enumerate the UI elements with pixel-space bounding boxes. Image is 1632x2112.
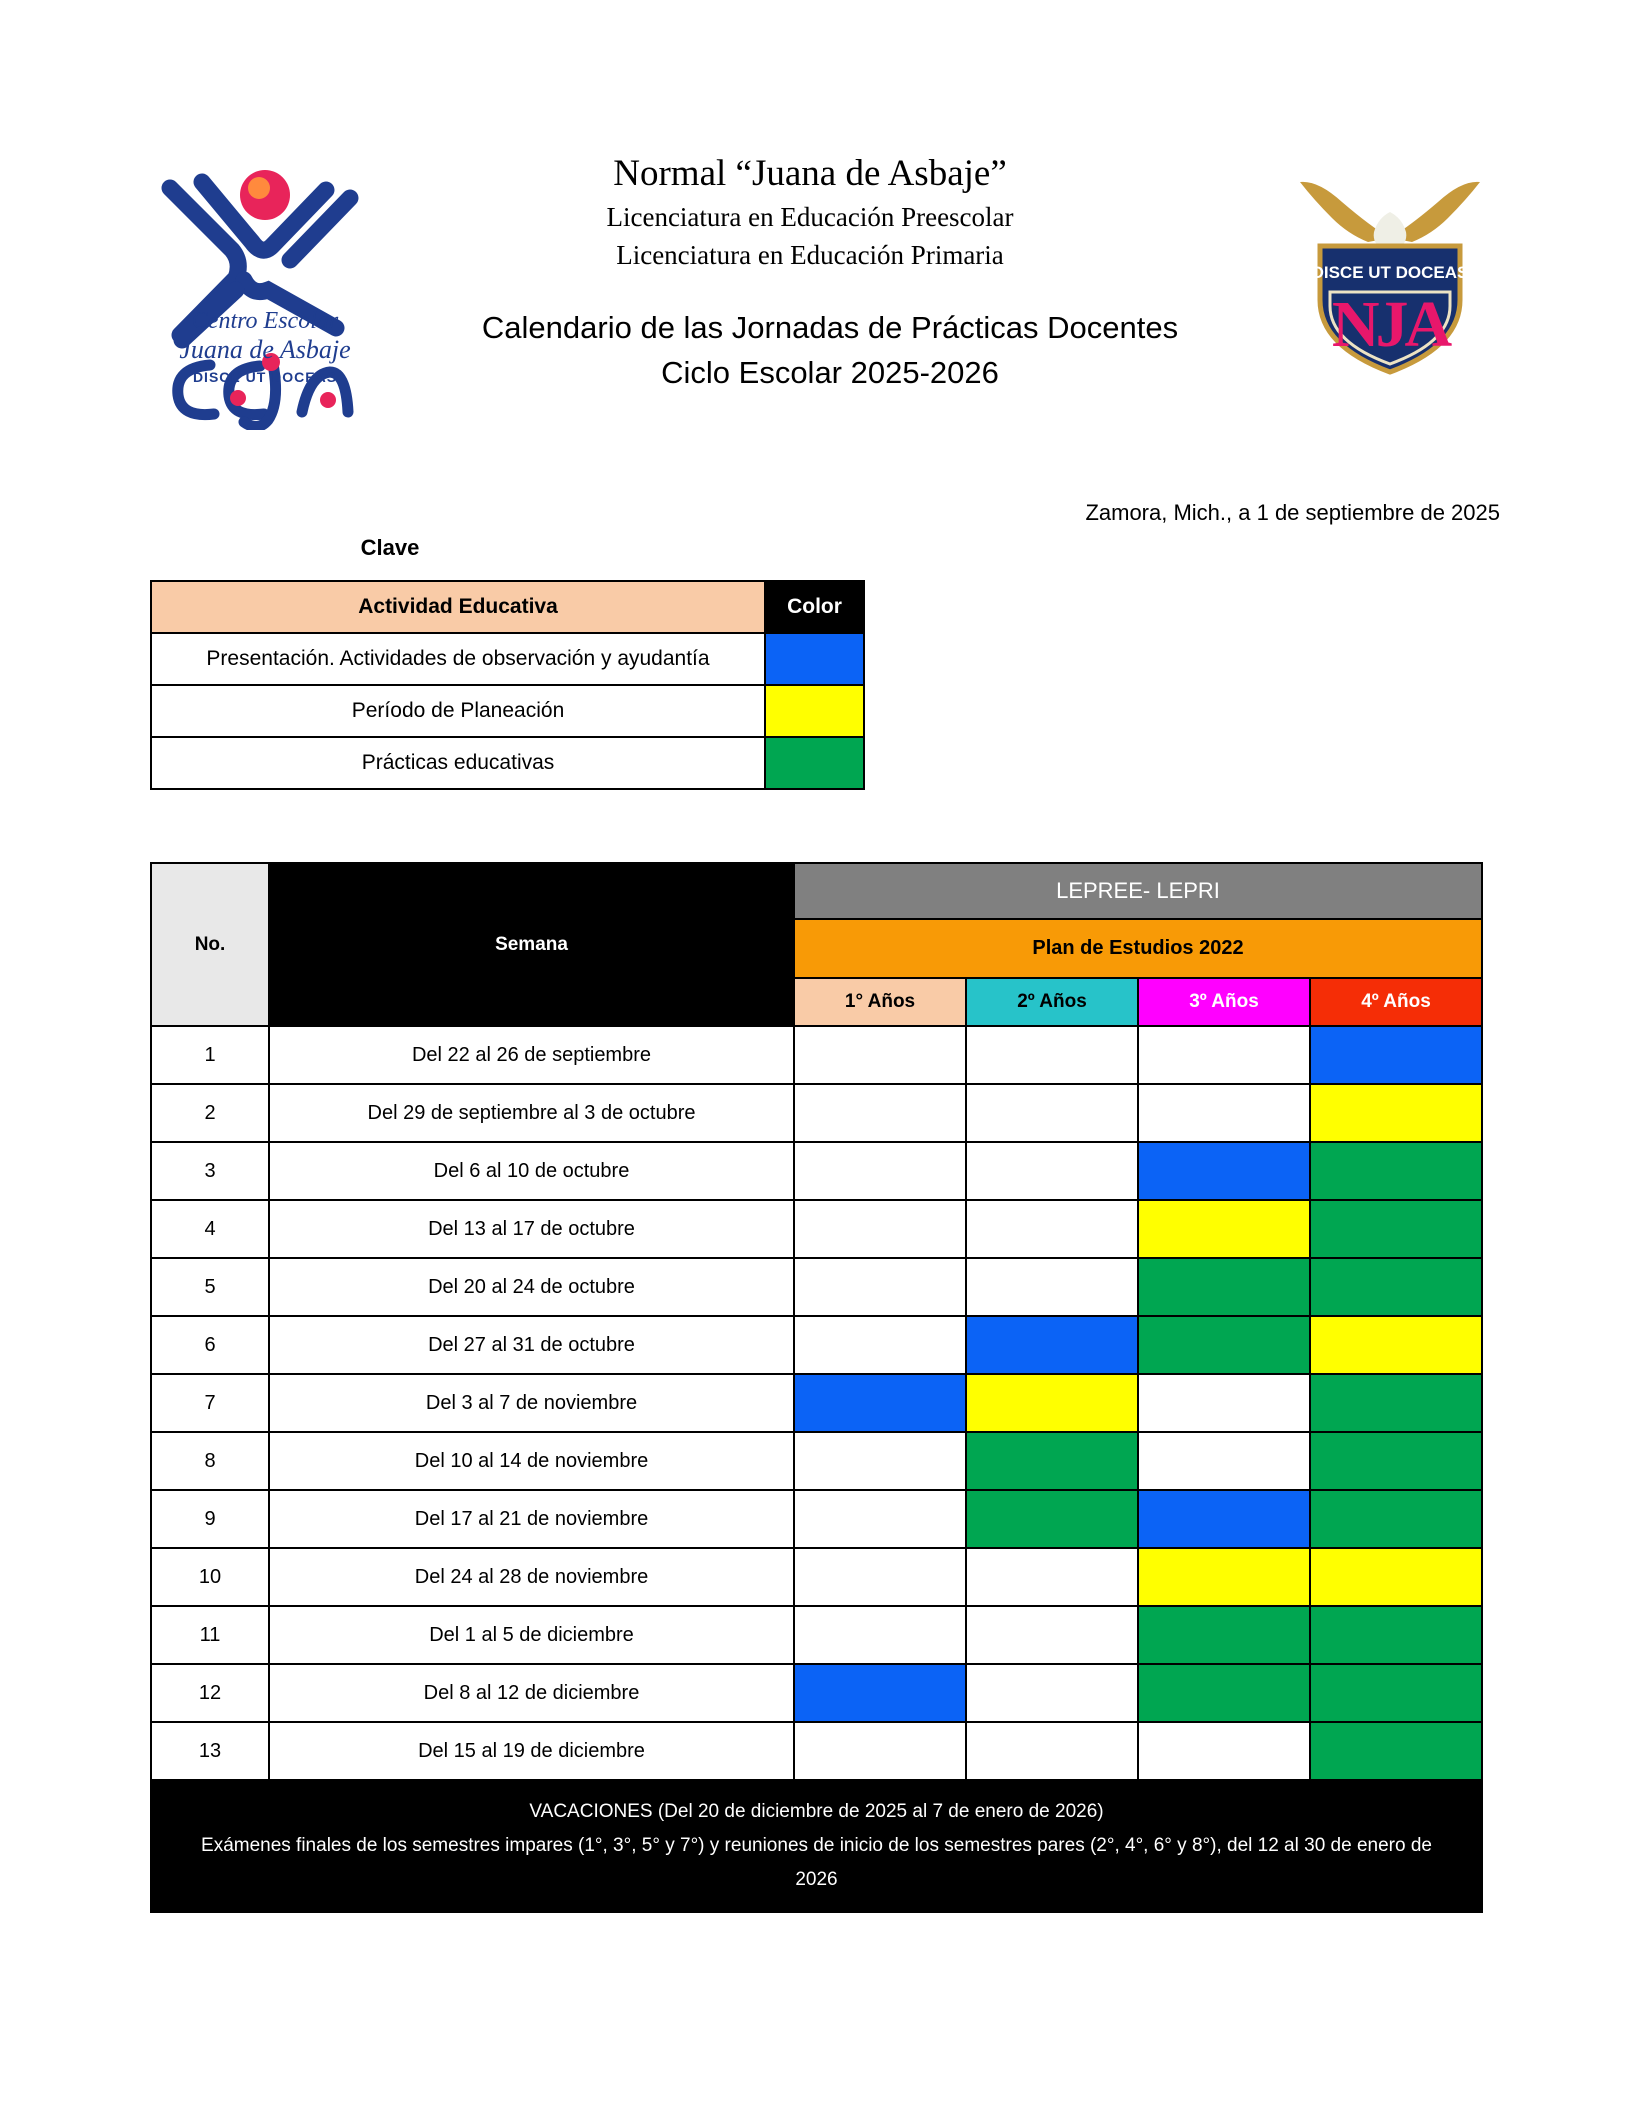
nja-shield-monogram: NJA (1331, 288, 1449, 361)
row-number: 2 (151, 1084, 269, 1142)
activity-cell-year-2 (966, 1548, 1138, 1606)
legend-color-swatch-green (765, 737, 864, 789)
activity-cell-year-3 (1138, 1316, 1310, 1374)
activity-cell-year-1 (794, 1316, 966, 1374)
column-header-year-4: 4º Años (1310, 978, 1482, 1026)
calendar-body (151, 1026, 1482, 1780)
activity-cell-year-1 (794, 1142, 966, 1200)
activity-cell-year-3 (1138, 1026, 1310, 1084)
activity-cell-year-1 (794, 1026, 966, 1084)
column-header-year-2: 2º Años (966, 978, 1138, 1026)
activity-cell-year-2 (966, 1664, 1138, 1722)
row-week-range: Del 15 al 19 de diciembre (269, 1722, 794, 1780)
activity-cell-year-4 (1310, 1374, 1482, 1432)
activity-cell-year-3 (1138, 1548, 1310, 1606)
activity-cell-year-4 (1310, 1490, 1482, 1548)
column-group-header-lepree-lepri: LEPREE- LEPRI (794, 863, 1482, 919)
legend-row (151, 737, 864, 789)
activity-cell-year-4 (1310, 1142, 1482, 1200)
legend-col-color: Color (765, 581, 864, 633)
activity-cell-year-3 (1138, 1200, 1310, 1258)
activity-cell-year-1 (794, 1606, 966, 1664)
activity-cell-year-3 (1138, 1606, 1310, 1664)
program-primaria: Licenciatura en Educación Primaria (616, 240, 1004, 270)
activity-cell-year-3 (1138, 1432, 1310, 1490)
row-number: 3 (151, 1142, 269, 1200)
activity-cell-year-1 (794, 1548, 966, 1606)
column-header-semana: Semana (269, 863, 794, 1026)
table-row (151, 1374, 1482, 1432)
nja-shield-motto: DISCE UT DOCEAS (1311, 263, 1469, 282)
activity-cell-year-3 (1138, 1142, 1310, 1200)
footnote-line-1: VACACIONES (Del 20 de diciembre de 2025 al 7 de enero de 2026) (529, 1801, 1104, 1822)
ceja-logo-line2: Juana de Asbaje (179, 335, 351, 364)
activity-cell-year-1 (794, 1374, 966, 1432)
row-week-range: Del 1 al 5 de diciembre (269, 1606, 794, 1664)
activity-cell-year-3 (1138, 1664, 1310, 1722)
row-week-range: Del 10 al 14 de noviembre (269, 1432, 794, 1490)
activity-cell-year-3 (1138, 1490, 1310, 1548)
table-row (151, 1490, 1482, 1548)
table-row (151, 1432, 1482, 1490)
legend-row (151, 685, 864, 737)
legend-activity-label: Período de Planeación (151, 685, 765, 737)
legend-row (151, 633, 864, 685)
row-number: 12 (151, 1664, 269, 1722)
column-header-no: No. (151, 863, 269, 1026)
legend-table (150, 580, 865, 790)
activity-cell-year-3 (1138, 1374, 1310, 1432)
row-week-range: Del 27 al 31 de octubre (269, 1316, 794, 1374)
practice-calendar-table (150, 862, 1483, 1913)
activity-cell-year-3 (1138, 1084, 1310, 1142)
activity-cell-year-4 (1310, 1664, 1482, 1722)
column-header-year-3: 3º Años (1138, 978, 1310, 1026)
activity-cell-year-2 (966, 1722, 1138, 1780)
row-week-range: Del 6 al 10 de octubre (269, 1142, 794, 1200)
row-number: 6 (151, 1316, 269, 1374)
eagle-icon (1300, 182, 1480, 253)
table-row (151, 1200, 1482, 1258)
legend-header-row (151, 581, 864, 633)
activity-cell-year-2 (966, 1374, 1138, 1432)
header-titles (430, 150, 1190, 274)
ceja-logo-motto: DISCE UT DOCEAS (192, 369, 338, 385)
row-week-range: Del 17 al 21 de noviembre (269, 1490, 794, 1548)
row-week-range: Del 22 al 26 de septiembre (269, 1026, 794, 1084)
activity-cell-year-3 (1138, 1258, 1310, 1316)
activity-cell-year-4 (1310, 1432, 1482, 1490)
row-number: 7 (151, 1374, 269, 1432)
activity-cell-year-1 (794, 1722, 966, 1780)
row-week-range: Del 8 al 12 de diciembre (269, 1664, 794, 1722)
activity-cell-year-2 (966, 1606, 1138, 1664)
row-week-range: Del 29 de septiembre al 3 de octubre (269, 1084, 794, 1142)
activity-cell-year-4 (1310, 1722, 1482, 1780)
program-preescolar: Licenciatura en Educación Preescolar (606, 202, 1014, 232)
table-row (151, 1316, 1482, 1374)
table-row (151, 1084, 1482, 1142)
activity-cell-year-3 (1138, 1722, 1310, 1780)
activity-cell-year-2 (966, 1200, 1138, 1258)
activity-cell-year-1 (794, 1258, 966, 1316)
table-header-row-group (151, 863, 1482, 919)
activity-cell-year-1 (794, 1200, 966, 1258)
activity-cell-year-4 (1310, 1548, 1482, 1606)
row-week-range: Del 3 al 7 de noviembre (269, 1374, 794, 1432)
table-row (151, 1664, 1482, 1722)
activity-cell-year-4 (1310, 1200, 1482, 1258)
document-header (0, 150, 1632, 420)
ceja-logo-line1: Centro Escolar (191, 308, 339, 334)
activity-cell-year-2 (966, 1026, 1138, 1084)
document-title-line1: Calendario de las Jornadas de Prácticas Docentes (481, 310, 1179, 345)
activity-cell-year-2 (966, 1432, 1138, 1490)
activity-cell-year-4 (1310, 1084, 1482, 1142)
row-number: 5 (151, 1258, 269, 1316)
table-row (151, 1258, 1482, 1316)
row-number: 13 (151, 1722, 269, 1780)
activity-cell-year-2 (966, 1142, 1138, 1200)
footnote-row (151, 1780, 1482, 1912)
activity-cell-year-2 (966, 1316, 1138, 1374)
activity-cell-year-2 (966, 1084, 1138, 1142)
table-row (151, 1722, 1482, 1780)
row-week-range: Del 13 al 17 de octubre (269, 1200, 794, 1258)
table-row (151, 1026, 1482, 1084)
activity-cell-year-2 (966, 1490, 1138, 1548)
activity-cell-year-1 (794, 1664, 966, 1722)
legend-col-activity: Actividad Educativa (151, 581, 765, 633)
row-number: 1 (151, 1026, 269, 1084)
legend-color-swatch-yellow (765, 685, 864, 737)
activity-cell-year-4 (1310, 1258, 1482, 1316)
table-row (151, 1142, 1482, 1200)
activity-cell-year-2 (966, 1258, 1138, 1316)
legend-color-swatch-blue (765, 633, 864, 685)
column-header-year-1: 1° Años (794, 978, 966, 1026)
activity-cell-year-1 (794, 1084, 966, 1142)
footnote-line-2: Exámenes finales de los semestres impares (1°, 3°, 5° y 7°) y reuniones de inicio de los semestres pares (2°, 4°, 6° y 8°), del 12 al 30 de enero de 2026 (201, 1835, 1432, 1890)
activity-cell-year-4 (1310, 1606, 1482, 1664)
column-group-header-plan: Plan de Estudios 2022 (794, 919, 1482, 978)
row-number: 8 (151, 1432, 269, 1490)
row-week-range: Del 24 al 28 de noviembre (269, 1548, 794, 1606)
document-title (330, 305, 1330, 395)
legend-activity-label: Presentación. Actividades de observación y ayudantía (151, 633, 765, 685)
row-week-range: Del 20 al 24 de octubre (269, 1258, 794, 1316)
footnote-cell (151, 1780, 1482, 1912)
table-row (151, 1548, 1482, 1606)
row-number: 11 (151, 1606, 269, 1664)
row-number: 4 (151, 1200, 269, 1258)
row-number: 10 (151, 1548, 269, 1606)
institution-name: Normal “Juana de Asbaje” (613, 153, 1007, 194)
legend-activity-label: Prácticas educativas (151, 737, 765, 789)
activity-cell-year-1 (794, 1490, 966, 1548)
activity-cell-year-4 (1310, 1316, 1482, 1374)
legend-title: Clave (360, 535, 420, 560)
activity-cell-year-4 (1310, 1026, 1482, 1084)
row-number: 9 (151, 1490, 269, 1548)
document-title-line2: Ciclo Escolar 2025-2026 (661, 355, 999, 390)
table-row (151, 1606, 1482, 1664)
activity-cell-year-1 (794, 1432, 966, 1490)
place-and-date: Zamora, Mich., a 1 de septiembre de 2025 (1085, 500, 1500, 525)
